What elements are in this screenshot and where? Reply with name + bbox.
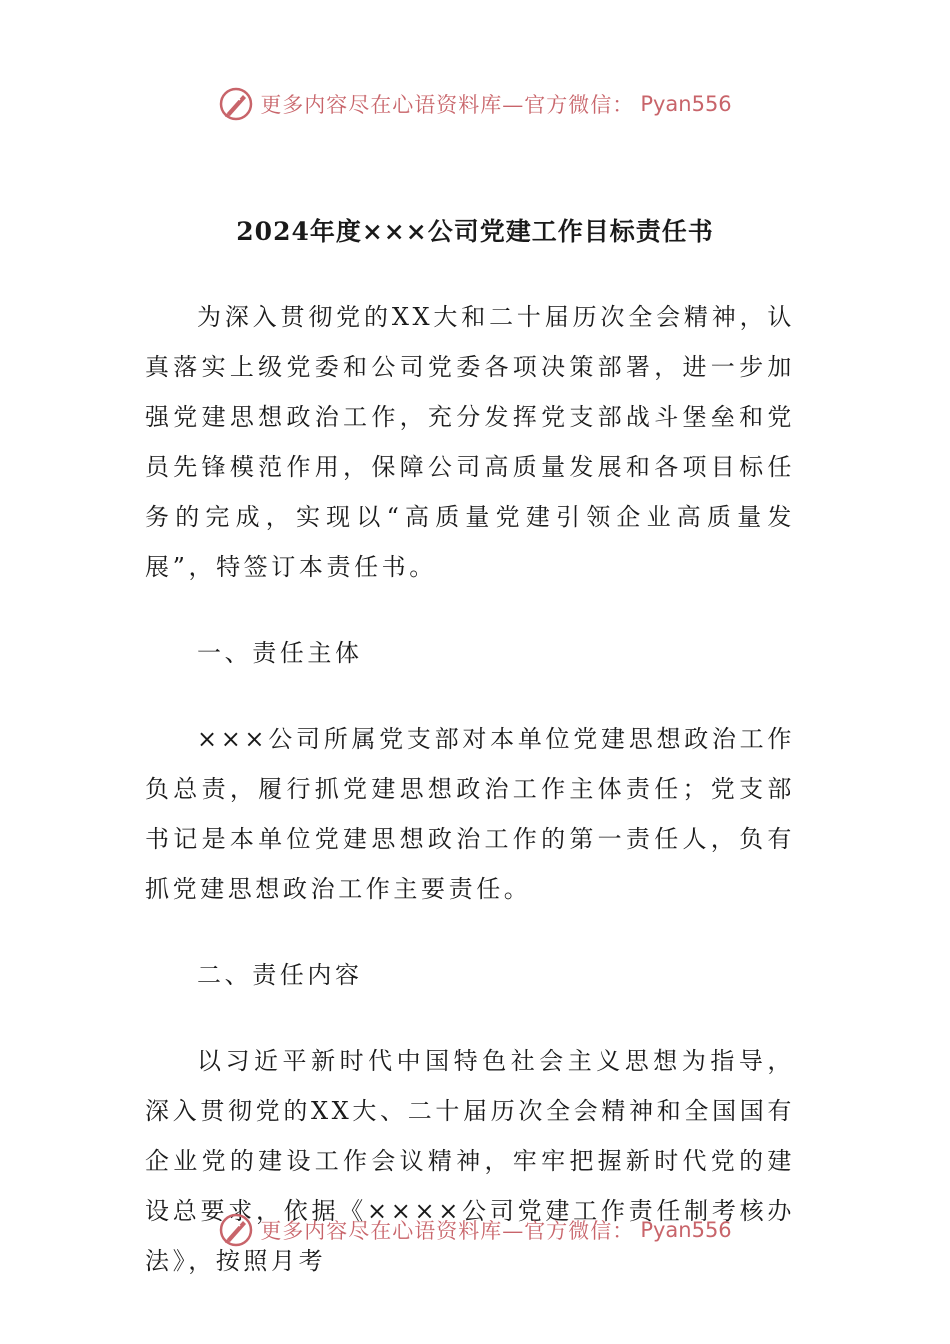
pen-logo-icon [218,1212,254,1248]
intro-paragraph: 为深入贯彻党的XX大和二十届历次全会精神，认真落实上级党委和公司党委各项决策部署，进一步加强党建思想政治工作，充分发挥党支部战斗堡垒和党员先锋模范作用，保障公司高质量发展和各项目标任务的完成，实现以“高质量党建引领企业高质量发展”，特签订本责任书。 [145,303,795,581]
section-heading-responsibility-subject: 一、责任主体 [197,639,363,667]
document-body [145,292,795,1286]
section-body-responsibility-content: 以习近平新时代中国特色社会主义思想为指导，深入贯彻党的XX大、二十届历次全会精神和全国国有企业党的建设工作会议精神，牢牢把握新时代党的建设总要求，依据《××××公司党建工作责任制考核办法》，按照月考 [145,1047,795,1275]
section-heading-responsibility-content: 二、责任内容 [197,961,363,989]
pen-logo-icon [218,86,254,122]
footer-watermark [0,1210,950,1250]
section-body-responsibility-subject: ×××公司所属党支部对本单位党建思想政治工作负总责，履行抓党建思想政治工作主体责任；党支部书记是本单位党建思想政治工作的第一责任人，负有抓党建思想政治工作主要责任。 [145,725,795,903]
header-watermark [0,84,950,124]
watermark-text: 更多内容尽在心语资料库—官方微信： [260,1219,635,1243]
watermark-text: 更多内容尽在心语资料库—官方微信： [260,93,635,117]
watermark-wechat-id: Pyan556 [640,1218,732,1242]
watermark-wechat-id: Pyan556 [640,92,732,116]
document-title: 2024年度×××公司党建工作目标责任书 [236,217,714,246]
